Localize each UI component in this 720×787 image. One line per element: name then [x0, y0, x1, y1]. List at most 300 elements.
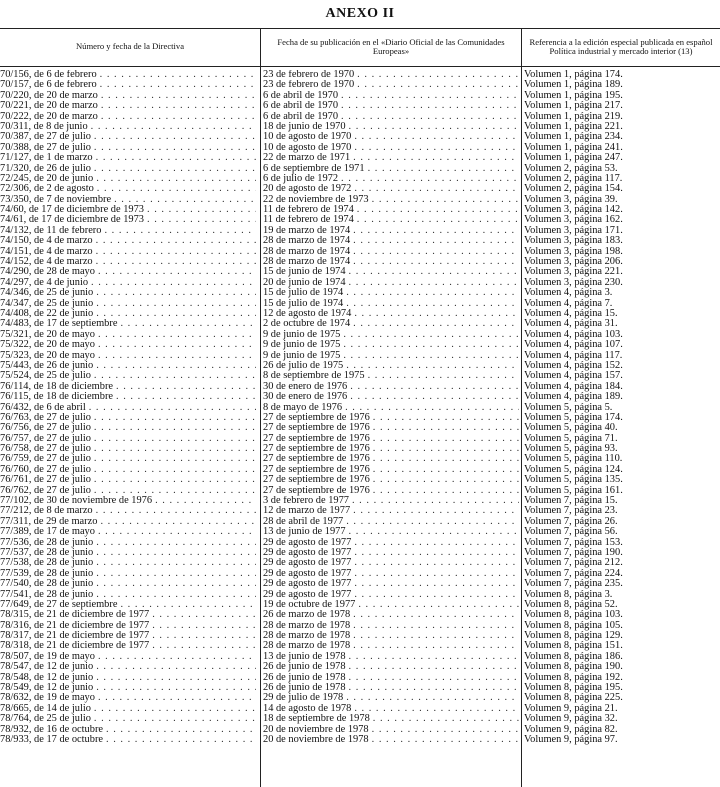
leader-dots	[152, 631, 256, 641]
edition-reference-cell	[524, 704, 720, 714]
table-row	[0, 444, 720, 454]
edition-reference-cell-text: Volumen 1, página 221.	[524, 121, 623, 132]
table-row	[0, 558, 720, 568]
directive-cell-text: 76/432, de 6 de abril	[0, 402, 86, 413]
directive-cell	[0, 392, 256, 402]
directive-cell-text: 74/61, de 17 de diciembre de 1973	[0, 215, 144, 226]
directive-cell-text: 72/306, de 2 de agosto	[0, 184, 94, 195]
table-row	[0, 683, 720, 693]
table-row	[0, 631, 720, 641]
leader-dots	[96, 299, 256, 309]
edition-reference-cell-text: Volumen 8, página 190.	[524, 662, 623, 673]
edition-reference-cell-text: Volumen 4, página 107.	[524, 340, 623, 351]
edition-reference-cell	[524, 579, 720, 589]
leader-dots	[94, 454, 256, 464]
directive-cell	[0, 423, 256, 433]
publication-date-cell-text: 29 de agosto de 1977	[263, 589, 352, 600]
table-row	[0, 371, 720, 381]
directive-cell-text: 70/311, de 8 de junio	[0, 121, 88, 132]
directive-cell	[0, 683, 256, 693]
leader-dots	[98, 527, 256, 537]
table-row	[0, 132, 720, 142]
leader-dots	[354, 569, 519, 579]
table-row	[0, 465, 720, 475]
publication-date-cell-text: 26 de junio de 1978	[263, 662, 346, 673]
publication-date-cell-text: 23 de febrero de 1970	[263, 70, 355, 80]
publication-date-cell-text: 27 de septiembre de 1976	[263, 475, 370, 486]
edition-reference-cell-text: Volumen 1, página 241.	[524, 142, 623, 153]
leader-dots	[104, 226, 256, 236]
directive-cell	[0, 486, 256, 496]
leader-dots	[94, 704, 256, 714]
edition-reference-cell-text: Volumen 1, página 219.	[524, 111, 623, 122]
publication-date-cell	[263, 392, 519, 402]
leader-dots	[89, 403, 256, 413]
leader-dots	[353, 247, 519, 257]
publication-date-cell-text: 27 de septiembre de 1976	[263, 433, 370, 444]
directive-cell-text: 75/443, de 26 de junio	[0, 360, 94, 371]
edition-reference-cell	[524, 205, 720, 215]
edition-reference-cell-text: Volumen 1, página 247.	[524, 153, 623, 164]
edition-reference-cell-text: Volumen 7, página 56.	[524, 527, 618, 538]
publication-date-cell-text: 20 de junio de 1974	[263, 277, 346, 288]
publication-date-cell-text: 29 de julio de 1978	[263, 693, 344, 704]
edition-reference-cell	[524, 444, 720, 454]
publication-date-cell	[263, 434, 519, 444]
table-row	[0, 693, 720, 703]
edition-reference-cell	[524, 465, 720, 475]
edition-reference-cell	[524, 392, 720, 402]
publication-date-cell-text: 6 de abril de 1970	[263, 111, 339, 122]
publication-date-cell	[263, 319, 519, 329]
leader-dots	[114, 195, 256, 205]
edition-reference-cell-text: Volumen 5, página 40.	[524, 423, 618, 434]
leader-dots	[373, 475, 519, 485]
table-row	[0, 621, 720, 631]
directive-cell	[0, 257, 256, 267]
leader-dots	[94, 465, 256, 475]
table-header	[0, 28, 720, 67]
publication-date-cell-text: 18 de septiembre de 1978	[263, 714, 370, 725]
publication-date-cell-text: 15 de julio de 1974	[263, 288, 344, 299]
leader-dots	[343, 330, 519, 340]
publication-date-cell-text: 29 de agosto de 1977	[263, 558, 352, 569]
leader-dots	[372, 735, 519, 745]
directive-cell-text: 70/157, de 6 de febrero	[0, 80, 97, 91]
publication-date-cell	[263, 569, 519, 579]
publication-date-cell	[263, 735, 519, 745]
edition-reference-cell-text: Volumen 8, página 129.	[524, 631, 623, 642]
edition-reference-cell	[524, 590, 720, 600]
leader-dots	[352, 496, 519, 506]
leader-dots	[96, 309, 256, 319]
leader-dots	[349, 527, 519, 537]
edition-reference-cell-text: Volumen 4, página 31.	[524, 319, 618, 330]
edition-reference-cell	[524, 351, 720, 361]
leader-dots	[94, 475, 256, 485]
leader-dots	[96, 579, 256, 589]
directive-cell	[0, 351, 256, 361]
directive-cell-text: 77/311, de 29 de marzo	[0, 516, 98, 527]
table-row	[0, 164, 720, 174]
publication-date-cell	[263, 652, 519, 662]
directive-cell	[0, 205, 256, 215]
leader-dots	[354, 309, 519, 319]
edition-reference-cell-text: Volumen 8, página 195.	[524, 683, 623, 694]
leader-dots	[96, 558, 256, 568]
directive-cell	[0, 80, 256, 90]
table-row	[0, 641, 720, 651]
publication-date-cell	[263, 371, 519, 381]
publication-date-cell-text: 30 de enero de 1976	[263, 392, 348, 403]
edition-reference-cell-text: Volumen 3, página 221.	[524, 267, 623, 278]
leader-dots	[354, 704, 519, 714]
leader-dots	[94, 434, 256, 444]
edition-reference-cell-text: Volumen 4, página 7.	[524, 298, 613, 309]
directive-cell	[0, 91, 256, 101]
directive-cell-text: 78/933, de 17 de octubre	[0, 735, 104, 745]
publication-date-cell-text: 15 de junio de 1974	[263, 267, 346, 278]
edition-reference-cell	[524, 143, 720, 153]
publication-date-cell-text: 30 de enero de 1976	[263, 381, 348, 392]
directive-cell	[0, 673, 256, 683]
directive-cell-text: 74/297, de 4 de junio	[0, 277, 89, 288]
publication-date-cell-text: 19 de marzo de 1974	[263, 225, 351, 236]
directive-cell-text: 76/762, de 27 de julio	[0, 485, 91, 496]
publication-date-cell	[263, 631, 519, 641]
leader-dots	[106, 735, 256, 745]
publication-date-cell	[263, 122, 519, 132]
directive-cell	[0, 465, 256, 475]
table-row	[0, 236, 720, 246]
edition-reference-cell-text: Volumen 3, página 142.	[524, 205, 623, 216]
directive-cell-text: 77/536, de 28 de junio	[0, 537, 94, 548]
publication-date-cell	[263, 486, 519, 496]
leader-dots	[91, 122, 256, 132]
table-row	[0, 662, 720, 672]
edition-reference-cell	[524, 496, 720, 506]
directive-cell-text: 74/150, de 4 de marzo	[0, 236, 93, 247]
edition-reference-cell	[524, 91, 720, 101]
table-row	[0, 247, 720, 257]
directive-cell	[0, 403, 256, 413]
table-row	[0, 527, 720, 537]
directive-cell-text: 78/315, de 21 de diciembre de 1977	[0, 610, 150, 621]
table-row	[0, 382, 720, 392]
publication-date-cell	[263, 579, 519, 589]
table-row	[0, 496, 720, 506]
leader-dots	[152, 621, 256, 631]
leader-dots	[101, 91, 256, 101]
edition-reference-cell-text: Volumen 1, página 189.	[524, 80, 623, 91]
directive-cell	[0, 558, 256, 568]
publication-date-cell-text: 18 de junio de 1970	[263, 121, 346, 132]
publication-date-cell	[263, 683, 519, 693]
leader-dots	[94, 714, 256, 724]
publication-date-cell-text: 20 de agosto de 1972	[263, 184, 352, 195]
publication-date-cell-text: 28 de abril de 1977	[263, 516, 344, 527]
directive-cell	[0, 267, 256, 277]
directive-cell	[0, 226, 256, 236]
edition-reference-cell-text: Volumen 5, página 5.	[524, 402, 613, 413]
publication-date-cell	[263, 454, 519, 464]
edition-reference-cell-text: Volumen 5, página 174.	[524, 412, 623, 423]
directive-cell-text: 78/932, de 16 de octubre	[0, 724, 104, 735]
edition-reference-cell-text: Volumen 7, página 153.	[524, 537, 623, 548]
directive-cell	[0, 288, 256, 298]
publication-date-cell-text: 20 de noviembre de 1978	[263, 724, 369, 735]
edition-reference-cell-text: Volumen 4, página 103.	[524, 329, 623, 340]
leader-dots	[98, 267, 256, 277]
directive-cell-text: 70/388, de 27 de julio	[0, 142, 91, 153]
publication-date-cell-text: 14 de agosto de 1978	[263, 703, 352, 714]
leader-dots	[353, 641, 519, 651]
edition-reference-cell	[524, 257, 720, 267]
edition-reference-cell-text: Volumen 5, página 71.	[524, 433, 618, 444]
edition-reference-cell	[524, 382, 720, 392]
leader-dots	[353, 153, 519, 163]
leader-dots	[341, 91, 519, 101]
edition-reference-cell-text: Volumen 3, página 39.	[524, 194, 618, 205]
edition-reference-cell-text: Volumen 8, página 186.	[524, 651, 623, 662]
directive-cell-text: 76/115, de 18 de diciembre	[0, 392, 114, 403]
edition-reference-cell	[524, 288, 720, 298]
leader-dots	[349, 662, 519, 672]
edition-reference-cell-text: Volumen 7, página 23.	[524, 506, 618, 517]
leader-dots	[346, 288, 519, 298]
edition-reference-cell-text: Volumen 7, página 15.	[524, 496, 618, 507]
table-row	[0, 714, 720, 724]
edition-reference-cell	[524, 569, 720, 579]
leader-dots	[120, 319, 256, 329]
edition-reference-cell	[524, 641, 720, 651]
directive-cell-text: 76/761, de 27 de julio	[0, 475, 91, 486]
edition-reference-cell	[524, 340, 720, 350]
edition-reference-cell	[524, 486, 720, 496]
directive-cell-text: 77/389, de 17 de mayo	[0, 527, 95, 538]
edition-reference-cell	[524, 475, 720, 485]
leader-dots	[94, 164, 256, 174]
publication-date-cell	[263, 423, 519, 433]
leader-dots	[98, 330, 256, 340]
leader-dots	[354, 132, 519, 142]
publication-date-cell-text: 26 de junio de 1978	[263, 672, 346, 683]
directive-cell-text: 76/114, de 18 de diciembre	[0, 381, 114, 392]
leader-dots	[94, 413, 256, 423]
edition-reference-cell-text: Volumen 9, página 97.	[524, 735, 618, 745]
publication-date-cell-text: 3 de febrero de 1977	[263, 496, 349, 507]
directive-cell	[0, 631, 256, 641]
directive-cell-text: 74/290, de 28 de mayo	[0, 267, 95, 278]
leader-dots	[373, 486, 519, 496]
leader-dots	[353, 236, 519, 246]
publication-date-cell	[263, 725, 519, 735]
edition-reference-cell	[524, 652, 720, 662]
leader-dots	[350, 382, 519, 392]
directive-cell	[0, 527, 256, 537]
table-row	[0, 673, 720, 683]
edition-reference-cell-text: Volumen 7, página 212.	[524, 558, 623, 569]
edition-reference-cell-text: Volumen 1, página 174.	[524, 70, 623, 80]
publication-date-cell	[263, 278, 519, 288]
table-row	[0, 330, 720, 340]
publication-date-cell-text: 22 de noviembre de 1973	[263, 194, 369, 205]
edition-reference-cell	[524, 226, 720, 236]
publication-date-cell	[263, 174, 519, 184]
edition-reference-cell	[524, 683, 720, 693]
directive-cell	[0, 621, 256, 631]
directive-cell	[0, 506, 256, 516]
directive-cell-text: 77/102, de 30 de noviembre de 1976	[0, 496, 153, 507]
publication-date-cell-text: 27 de septiembre de 1976	[263, 423, 370, 434]
publication-date-cell	[263, 205, 519, 215]
publication-date-cell	[263, 662, 519, 672]
publication-date-cell	[263, 247, 519, 257]
table-row	[0, 215, 720, 225]
edition-reference-cell	[524, 101, 720, 111]
table-row	[0, 267, 720, 277]
leader-dots	[354, 184, 519, 194]
leader-dots	[116, 392, 256, 402]
publication-date-cell-text: 28 de marzo de 1978	[263, 620, 351, 631]
publication-date-cell-text: 12 de marzo de 1977	[263, 506, 351, 517]
directive-cell-text: 74/132, de 11 de febrero	[0, 225, 102, 236]
edition-reference-cell	[524, 673, 720, 683]
edition-reference-cell	[524, 631, 720, 641]
directive-cell-text: 70/156, de 6 de febrero	[0, 70, 97, 80]
edition-reference-cell-text: Volumen 4, página 152.	[524, 360, 623, 371]
header-directive-number-date: Número y fecha de la Directiva	[75, 41, 185, 52]
publication-date-cell-text: 26 de junio de 1978	[263, 683, 346, 694]
table-row	[0, 610, 720, 620]
edition-reference-cell	[524, 714, 720, 724]
leader-dots	[96, 257, 256, 267]
directive-cell	[0, 569, 256, 579]
edition-reference-cell-text: Volumen 5, página 161.	[524, 485, 623, 496]
edition-reference-cell	[524, 434, 720, 444]
leader-dots	[343, 351, 519, 361]
edition-reference-cell-text: Volumen 8, página 52.	[524, 599, 618, 610]
directive-cell-text: 75/322, de 20 de mayo	[0, 340, 95, 351]
leader-dots	[353, 610, 519, 620]
publication-date-cell-text: 27 de septiembre de 1976	[263, 444, 370, 455]
publication-date-cell	[263, 538, 519, 548]
leader-dots	[353, 226, 519, 236]
table-row	[0, 70, 720, 80]
publication-date-cell-text: 29 de agosto de 1977	[263, 579, 352, 590]
table-row	[0, 423, 720, 433]
leader-dots	[353, 621, 519, 631]
leader-dots	[341, 101, 519, 111]
publication-date-cell-text: 10 de agosto de 1970	[263, 142, 352, 153]
publication-date-cell-text: 13 de junio de 1978	[263, 651, 346, 662]
publication-date-cell	[263, 143, 519, 153]
edition-reference-cell	[524, 454, 720, 464]
leader-dots	[354, 558, 519, 568]
edition-reference-cell	[524, 174, 720, 184]
directive-cell-text: 73/350, de 7 de noviembre	[0, 194, 112, 205]
edition-reference-cell	[524, 330, 720, 340]
directive-cell-text: 75/323, de 20 de mayo	[0, 350, 95, 361]
leader-dots	[94, 444, 256, 454]
table-row	[0, 361, 720, 371]
table-body	[0, 70, 720, 745]
leader-dots	[94, 423, 256, 433]
publication-date-cell-text: 26 de marzo de 1978	[263, 610, 351, 621]
table-row	[0, 205, 720, 215]
table-row	[0, 590, 720, 600]
edition-reference-cell	[524, 423, 720, 433]
edition-reference-cell	[524, 247, 720, 257]
publication-date-cell-text: 28 de marzo de 1974	[263, 236, 351, 247]
publication-date-cell-text: 6 de abril de 1970	[263, 90, 339, 101]
directive-cell	[0, 548, 256, 558]
edition-reference-cell-text: Volumen 3, página 171.	[524, 225, 623, 236]
directive-cell-text: 75/524, de 25 de julio	[0, 371, 91, 382]
publication-date-cell	[263, 340, 519, 350]
directive-cell-text: 78/632, de 19 de mayo	[0, 693, 95, 704]
table-row	[0, 725, 720, 735]
directive-cell	[0, 590, 256, 600]
directive-cell-text: 77/541, de 28 de junio	[0, 589, 94, 600]
publication-date-cell	[263, 444, 519, 454]
publication-date-cell-text: 29 de agosto de 1977	[263, 537, 352, 548]
leader-dots	[94, 132, 256, 142]
leader-dots	[349, 267, 519, 277]
edition-reference-cell-text: Volumen 8, página 3.	[524, 589, 613, 600]
directive-cell-text: 76/757, de 27 de julio	[0, 433, 91, 444]
directive-cell	[0, 610, 256, 620]
leader-dots	[97, 184, 256, 194]
edition-reference-cell	[524, 267, 720, 277]
directive-cell	[0, 382, 256, 392]
directive-cell	[0, 725, 256, 735]
leader-dots	[96, 153, 256, 163]
edition-reference-cell-text: Volumen 3, página 230.	[524, 277, 623, 288]
leader-dots	[96, 590, 256, 600]
leader-dots	[350, 392, 519, 402]
leader-dots	[96, 288, 256, 298]
leader-dots	[94, 371, 256, 381]
leader-dots	[373, 434, 519, 444]
directive-cell-text: 78/549, de 12 de junio	[0, 683, 94, 694]
table-row	[0, 579, 720, 589]
annex-title: ANEXO II	[325, 6, 395, 21]
publication-date-cell	[263, 641, 519, 651]
leader-dots	[96, 569, 256, 579]
leader-dots	[96, 683, 256, 693]
publication-date-cell-text: 2 de octubre de 1974	[263, 319, 351, 330]
directive-cell-text: 77/538, de 28 de junio	[0, 558, 94, 569]
leader-dots	[91, 278, 256, 288]
publication-date-cell-text: 28 de marzo de 1978	[263, 641, 351, 652]
leader-dots	[96, 548, 256, 558]
leader-dots	[346, 299, 519, 309]
publication-date-cell-text: 8 de mayo de 1976	[263, 402, 343, 413]
publication-date-cell-text: 27 de septiembre de 1976	[263, 412, 370, 423]
leader-dots	[354, 548, 519, 558]
directive-cell	[0, 299, 256, 309]
publication-date-cell	[263, 91, 519, 101]
publication-date-cell	[263, 610, 519, 620]
leader-dots	[101, 112, 256, 122]
publication-date-cell	[263, 527, 519, 537]
leader-dots	[357, 205, 519, 215]
publication-date-cell	[263, 621, 519, 631]
table-row	[0, 392, 720, 402]
publication-date-cell-text: 8 de septiembre de 1975	[263, 371, 365, 382]
edition-reference-cell-text: Volumen 8, página 103.	[524, 610, 623, 621]
